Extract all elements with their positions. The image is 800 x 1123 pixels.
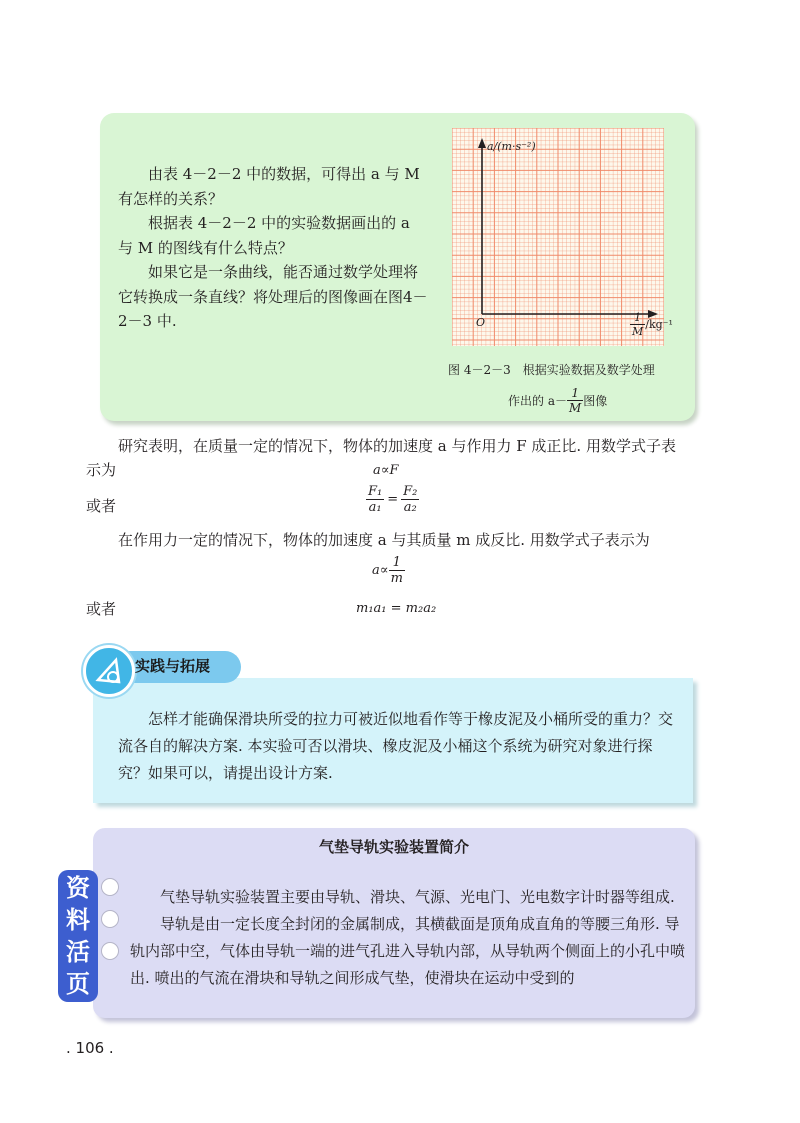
practice-paragraph: 怎样才能确保滑块所受的拉力可被近似地看作等于橡皮泥及小桶所受的重力？交流各自的解决方案. 本实验可否以滑块、橡皮泥及小桶这个系统为研究对象进行探究？如果可以，请提出设计方案. [118, 710, 674, 782]
eq2-num-right: F₂ [403, 484, 418, 499]
figure-caption-line1: 图 4－2－3 根据实验数据及数学处理 [448, 363, 655, 377]
equation-a-prop-F: a∝F [373, 463, 399, 478]
caption-frac [567, 386, 583, 415]
binder-hole-3 [101, 942, 119, 960]
compass-ruler-icon [86, 648, 132, 694]
x-axis-label [630, 311, 673, 338]
caption-frac-den: M [568, 401, 582, 415]
info-title: 气垫导轨实验装置简介 [318, 838, 469, 856]
question-3: 如果它是一条曲线，能否通过数学处理将它转换成一条直线？将处理后的图像画在图4－2－3 中. [118, 263, 428, 330]
figure-caption-line2 [508, 386, 607, 415]
x-label-frac [630, 311, 645, 338]
eq2-den-right: a₂ [403, 500, 417, 515]
para2: 在作用力一定的情况下，物体的加速度 a 与其质量 m 成反比. 用数学式子表示为 [118, 531, 650, 549]
y-axis-arrow-icon [478, 138, 486, 148]
x-label-num: 1 [630, 311, 645, 325]
tab-char-1: 资 [66, 874, 90, 902]
y-axis-label: a/(m·s⁻²) [487, 140, 536, 153]
tab-char-3: 活 [66, 938, 90, 966]
question-text [118, 162, 428, 334]
eq2-num-left: F₁ [368, 484, 383, 499]
x-label-unit: /kg⁻¹ [645, 318, 673, 331]
tab-char-2: 料 [66, 906, 90, 934]
eq2-den-left: a₁ [368, 500, 382, 515]
caption-suffix: 图像 [583, 394, 608, 408]
eq2-equals: = [387, 492, 399, 507]
or-label-1: 或者 [86, 497, 117, 515]
eq2-right-frac [401, 484, 419, 515]
or-label-2: 或者 [86, 600, 117, 618]
info-text [130, 884, 685, 992]
eq3-den: m [390, 571, 403, 586]
x-label-den: M [632, 325, 644, 338]
practice-text [118, 706, 678, 787]
binder-hole-2 [101, 910, 119, 928]
binder-hole-1 [101, 878, 119, 896]
caption-prefix: 作出的 a－ [508, 394, 567, 408]
para1-line1: 研究表明，在质量一定的情况下，物体的加速度 a 与作用力 F 成正比. 用数学式子表 [118, 437, 676, 455]
equation-m1a1-m2a2: m₁a₁ = m₂a₂ [356, 601, 437, 616]
info-paragraph-2: 导轨是由一定长度全封闭的金属制成，其横截面是顶角成直角的等腰三角形. 导轨内部中空，气体由导轨一端的进气孔进入导轨内部，从导轨两个侧面上的小孔中喷出. 喷出的气流在滑块和导轨之间形成气垫，使滑块在运动中受到的 [130, 915, 686, 987]
page-number: . 106 . [66, 1039, 114, 1057]
question-1: 由表 4－2－2 中的数据，可得出 a 与 M 有怎样的关系？ [118, 165, 420, 208]
info-paragraph-1: 气垫导轨实验装置主要由导轨、滑块、气源、光电门、光电数字计时器等组成. [160, 888, 675, 906]
equation-a-prop-inv-m [372, 555, 405, 586]
info-side-tab [58, 870, 98, 1002]
practice-badge-icon [83, 645, 135, 697]
eq3-frac [389, 555, 405, 586]
eq3-prefix: a∝ [372, 563, 389, 578]
tab-char-4: 页 [66, 970, 90, 998]
practice-badge-label: 实践与拓展 [135, 657, 211, 675]
eq3-num: 1 [389, 555, 405, 571]
para1-line2: 示为 [86, 461, 117, 479]
equation-ratio [366, 484, 419, 515]
origin-label: O [476, 316, 486, 329]
caption-frac-num: 1 [567, 386, 583, 401]
eq2-left-frac [366, 484, 384, 515]
question-2: 根据表 4－2－2 中的实验数据画出的 a 与 M 的图线有什么特点？ [118, 214, 410, 257]
